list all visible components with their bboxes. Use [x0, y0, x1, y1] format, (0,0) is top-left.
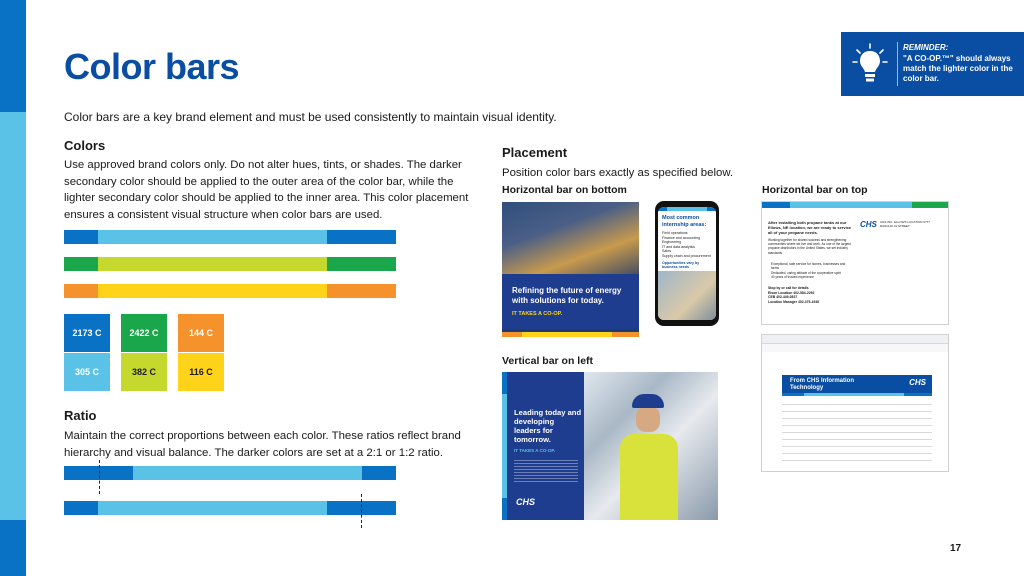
- worker-face: [636, 406, 660, 432]
- list-item: Sales: [662, 249, 671, 254]
- letter-top-color-bar: [762, 202, 949, 208]
- reminder-divider: [897, 42, 898, 86]
- swatch-305c: 305 C: [64, 353, 110, 391]
- vertical-headline: Leading today and developing leaders for tomorrow.: [514, 408, 582, 444]
- side-bar-bottom-dark: [0, 520, 26, 576]
- letter-bullets: [771, 262, 853, 280]
- worker-photo: [584, 372, 718, 520]
- poster-sample: [502, 202, 639, 337]
- ratio-bar-right-heavy: [64, 501, 396, 515]
- side-bar-middle-light: [0, 112, 26, 520]
- green-color-bar: [64, 257, 396, 271]
- colors-body: Use approved brand colors only. Do not alter hues, tints, or shades. The darker secondary color should be applied to the outer area of the color bar, while the lighter secondary color should be applied to the inner area. This color placement ensures a consistent visual structure when color bars are used.: [64, 159, 469, 221]
- vertical-tagline: IT TAKES A CO-OP.: [514, 448, 556, 453]
- letter-sample: [761, 201, 949, 325]
- caption-top-bar: Horizontal bar on top: [762, 184, 868, 196]
- placement-heading: Placement: [502, 145, 568, 160]
- page-number: 17: [950, 543, 962, 554]
- ratio-bar-left-heavy: [64, 466, 396, 480]
- poster-headline: Refining the future of energy with solutions for today.: [512, 286, 622, 305]
- phone-sample: [655, 201, 719, 326]
- caption-left-bar: Vertical bar on left: [502, 355, 594, 367]
- intro-text: Color bars are a key brand element and must be used consistently to maintain visual identity.: [64, 110, 557, 124]
- letter-heading: After installing both propane tanks at our Ellows, NE location, we are ready to service all of your propane needs.: [768, 220, 852, 235]
- list-item: IT and data analytics: [662, 244, 696, 249]
- email-sample: [761, 334, 949, 472]
- email-banner-title: From CHS Information Technology: [790, 378, 854, 391]
- letter-body: Working together for shared success and strengthening communities where we live and work. As one of the largest propane distributors in the United States, we set industry standards.: [768, 238, 851, 255]
- phone-top-color-bar: [658, 207, 716, 211]
- phone-photo: [658, 271, 716, 320]
- refinery-photo: [502, 202, 639, 282]
- swatch-2173c: 2173 C: [64, 314, 110, 352]
- vertical-bar-sample: [502, 372, 718, 520]
- swatch-382c: 382 C: [121, 353, 167, 391]
- email-subject-row: [762, 344, 948, 352]
- reminder-title: REMINDER:: [903, 43, 949, 52]
- list-item: Exceptional, safe service for homes, businesses and farms: [771, 262, 846, 271]
- side-color-bar: [0, 0, 26, 576]
- swatch-2422c: 2422 C: [121, 314, 167, 352]
- email-banner: [782, 375, 932, 393]
- list-item: Dedicated, caring attitude of the cooperative spirit: [771, 270, 841, 275]
- ratio-guide-line: [99, 460, 100, 494]
- poster-tagline: IT TAKES A CO-OP.: [512, 311, 563, 317]
- phone-screen: [658, 207, 716, 320]
- phone-footer: Opportunities vary by business needs: [662, 261, 700, 269]
- phone-list: [662, 231, 714, 259]
- page-title: Color bars: [64, 46, 240, 87]
- letter-address: CHS INC. ELLOWS LOCATION 0777 RANCHO 41 STREET: [880, 220, 930, 228]
- colors-heading: Colors: [64, 138, 106, 153]
- side-bar-top-dark: [0, 0, 26, 112]
- reminder-box: [841, 32, 1024, 96]
- email-chs-logo: CHS: [909, 378, 926, 387]
- list-item: Engineering: [662, 240, 682, 245]
- vertical-chs-logo: CHS: [516, 497, 536, 507]
- list-item: Supply chain and procurement: [662, 253, 711, 258]
- swatch-144c: 144 C: [178, 314, 224, 352]
- email-color-bar: [782, 393, 932, 396]
- list-item: Field operations: [662, 231, 688, 235]
- reminder-body: "A CO-OP.™" should always match the lighter color in the color bar.: [903, 54, 1013, 83]
- email-body-lines: [782, 401, 932, 463]
- chs-logo: CHS: [860, 220, 877, 229]
- orange-color-bar: [64, 284, 396, 298]
- phone-title: Most common internship areas:: [662, 215, 707, 228]
- worker-vest: [620, 434, 678, 520]
- worker-cap: [632, 394, 664, 408]
- poster-bottom-color-bar: [502, 332, 639, 337]
- lightbulb-icon: [851, 42, 889, 86]
- caption-bottom-bar: Horizontal bar on bottom: [502, 184, 627, 196]
- list-item: 40 years of trusted experience: [771, 275, 814, 280]
- placement-body: Position color bars exactly as specified below.: [502, 167, 734, 179]
- vertical-color-bar: [502, 372, 507, 520]
- ratio-guide-line: [361, 494, 362, 528]
- swatch-116c: 116 C: [178, 353, 224, 391]
- poster-text-panel: [502, 274, 639, 329]
- ratio-heading: Ratio: [64, 408, 97, 423]
- letter-contact: Stop by or call for details Elson Location 402-584-2292 CEB 402-449-0837 Location Manager 402-375-1938: [768, 286, 820, 304]
- blue-color-bar: [64, 230, 396, 244]
- vertical-body-lines: [514, 458, 578, 484]
- ratio-body: Maintain the correct proportions between each color. These ratios reflect brand hierarchy and visual balance. The darker colors are set at a 2:1 or 1:2 ratio.: [64, 430, 461, 459]
- email-toolbar: [762, 335, 948, 344]
- list-item: Finance and accounting: [662, 235, 701, 240]
